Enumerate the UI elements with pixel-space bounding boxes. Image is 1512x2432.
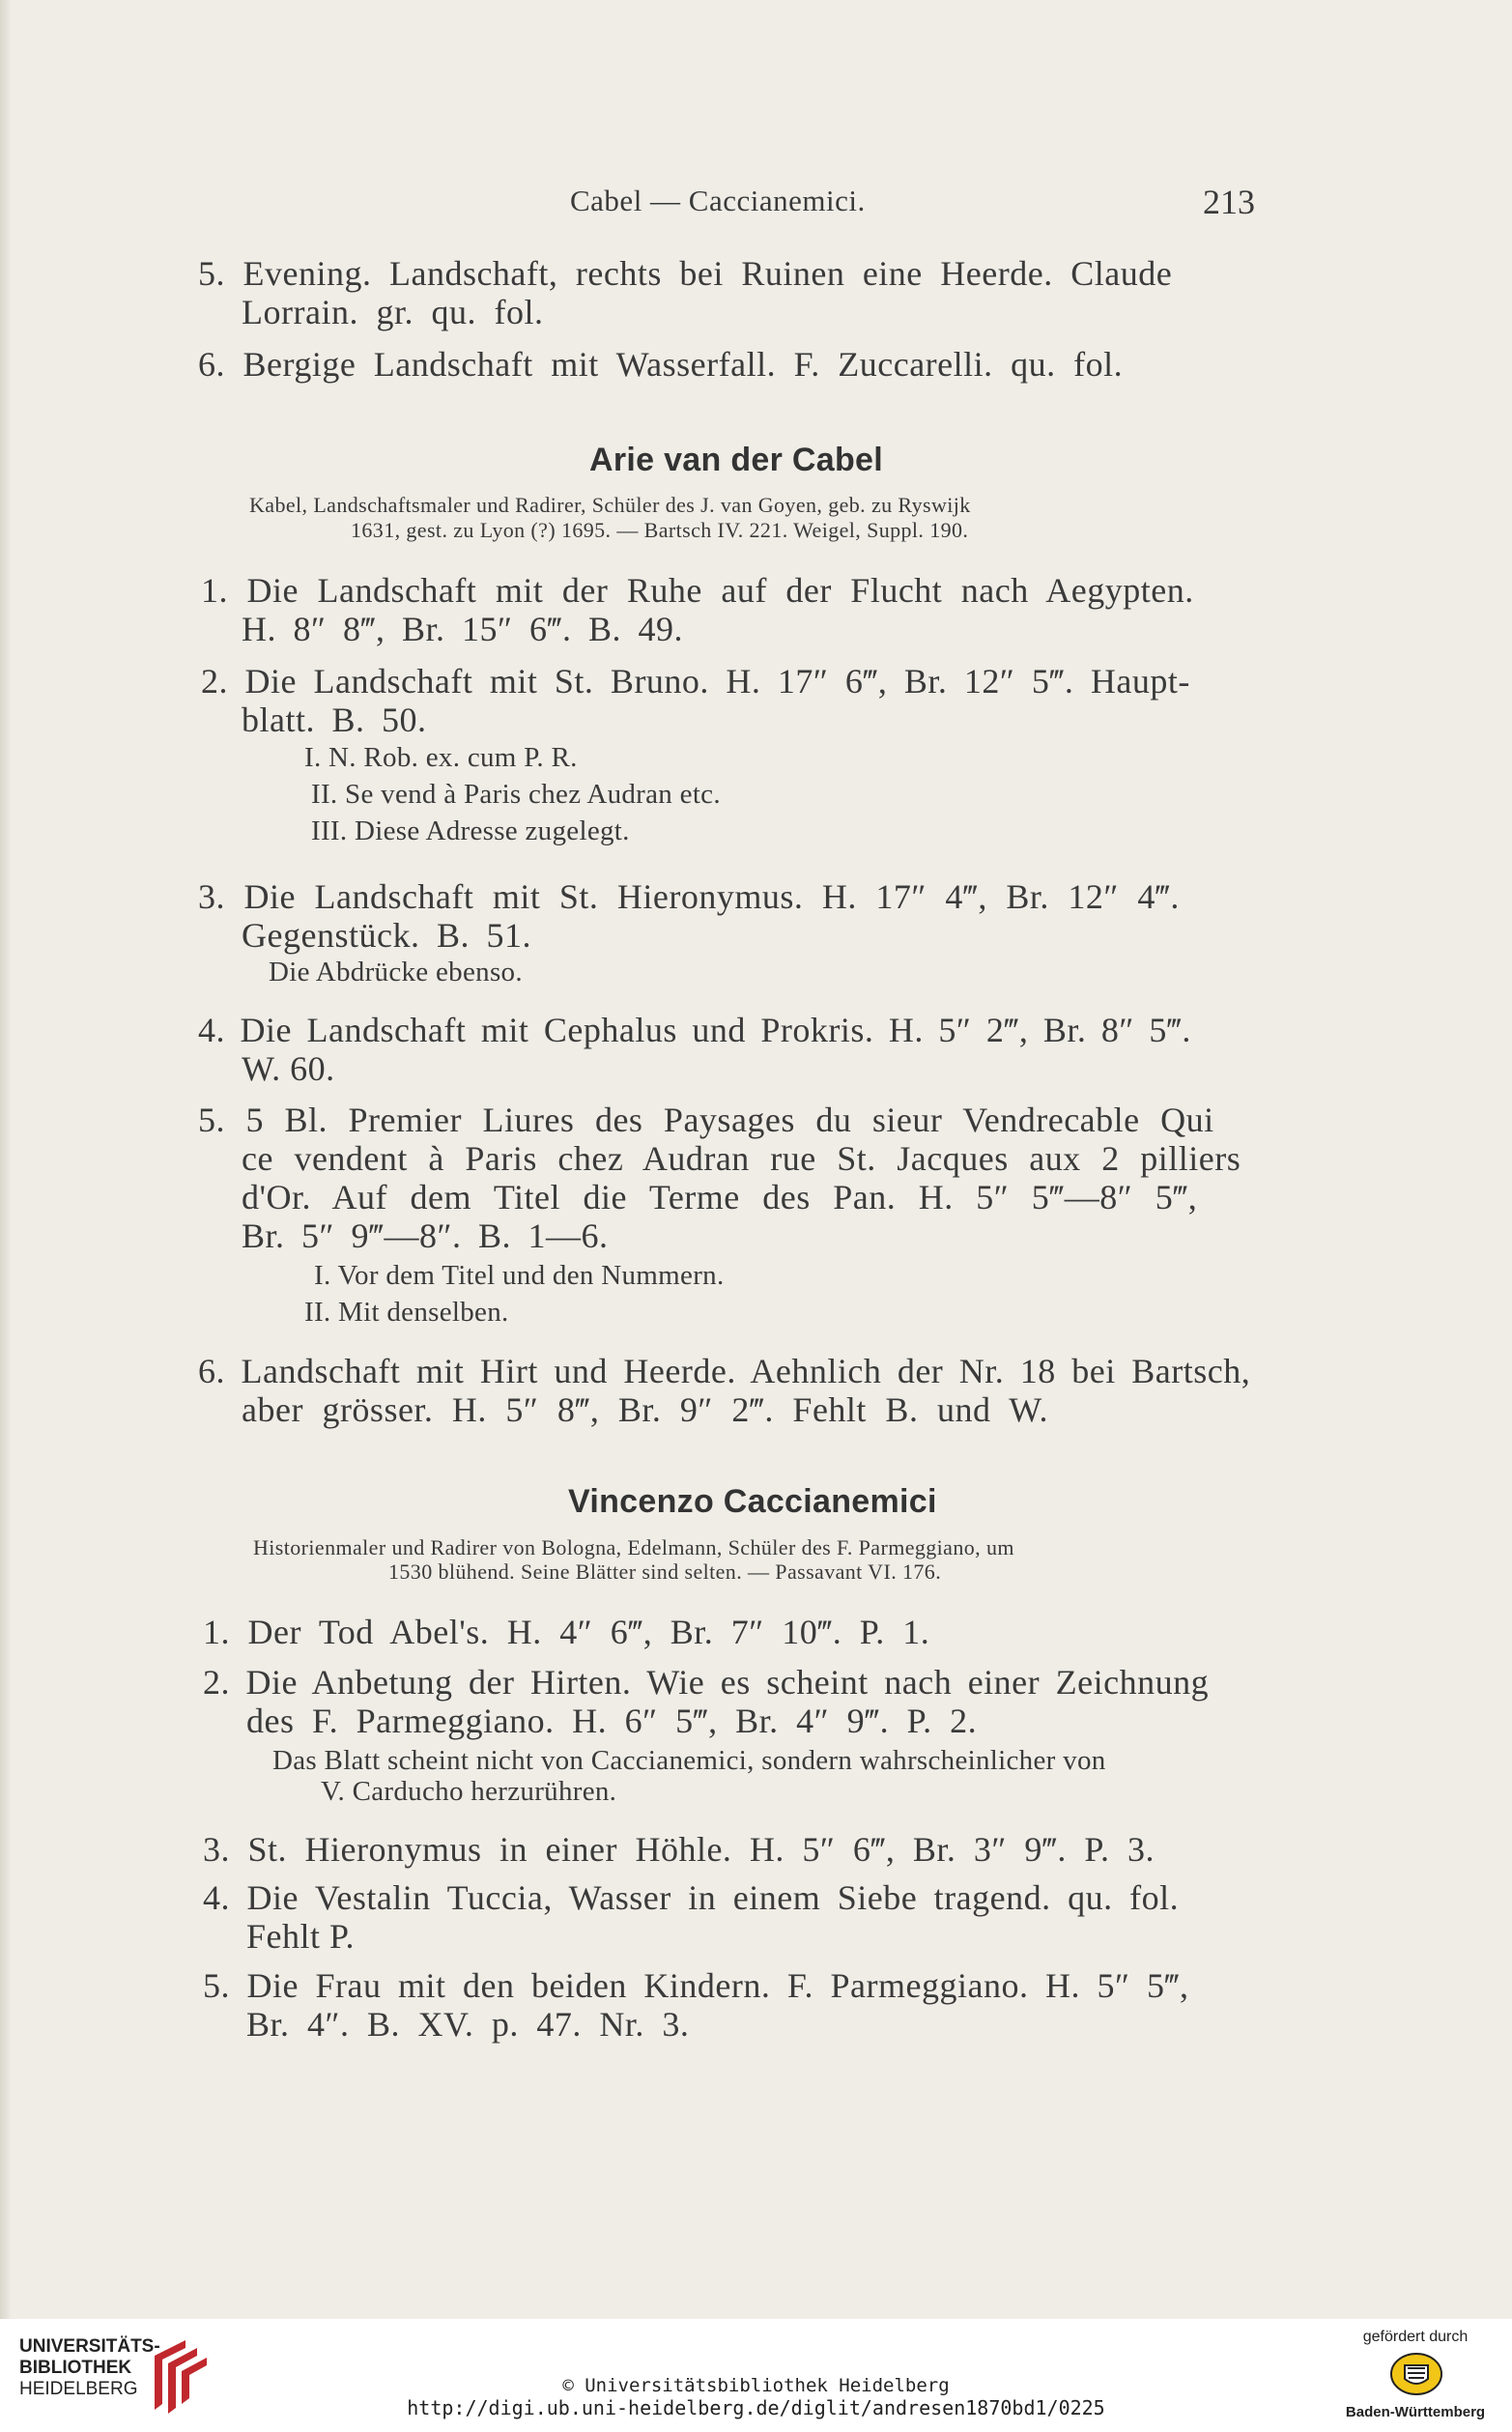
- entry-line: Lorrain. gr. qu. fol.: [242, 293, 544, 331]
- entry-line: 6. Bergige Landschaft mit Wasserfall. F. Zuccarelli. qu. fol.: [198, 345, 1124, 384]
- bio-text: Historienmaler und Radirer von Bologna, Edelmann, Schüler des F. Parmeggiano, um: [253, 1535, 1014, 1559]
- entry-line: blatt. B. 50.: [242, 701, 427, 739]
- sub-entry: I. Vor dem Titel und den Nummern.: [314, 1260, 725, 1291]
- entry-line: Gegenstück. B. 51.: [242, 916, 531, 955]
- section-heading: Vincenzo Caccianemici: [568, 1483, 937, 1520]
- entry-line: 5. 5 Bl. Premier Liures des Paysages du sieur Vendrecable Qui: [198, 1101, 1214, 1139]
- entry-line: W. 60.: [242, 1049, 335, 1088]
- bio-text: 1530 blühend. Seine Blätter sind selten. — Passavant VI. 176.: [388, 1559, 942, 1584]
- sponsor-label: gefördert durch: [1362, 2329, 1469, 2345]
- sub-entry: V. Carducho herzurühren.: [321, 1776, 617, 1807]
- sub-entry: III. Diese Adresse zugelegt.: [311, 815, 630, 846]
- sub-entry: Das Blatt scheint nicht von Caccianemici, sondern wahrscheinlicher von: [272, 1745, 1106, 1776]
- entry-line: 4. Die Landschaft mit Cephalus und Prokris. H. 5″ 2‴, Br. 8″ 5‴.: [198, 1011, 1191, 1049]
- library-name-line3: HEIDELBERG: [19, 2379, 138, 2399]
- sub-entry: I. N. Rob. ex. cum P. R.: [304, 742, 578, 773]
- entry-line: 1. Der Tod Abel's. H. 4″ 6‴, Br. 7″ 10‴. P. 1.: [203, 1613, 930, 1651]
- library-name-line2: BIBLIOTHEK: [19, 2358, 132, 2378]
- entry-line: 6. Landschaft mit Hirt und Heerde. Aehnlich der Nr. 18 bei Bartsch,: [198, 1352, 1251, 1390]
- entry-line: 5. Evening. Landschaft, rechts bei Ruinen eine Heerde. Claude: [198, 254, 1173, 293]
- sub-entry: II. Se vend à Paris chez Audran etc.: [311, 779, 721, 810]
- entry-line: 2. Die Landschaft mit St. Bruno. H. 17″ 6‴, Br. 12″ 5‴. Haupt-: [201, 662, 1190, 701]
- entry-line: 5. Die Frau mit den beiden Kindern. F. Parmeggiano. H. 5″ 5‴,: [203, 1966, 1189, 2005]
- scan-edge-shadow: [0, 0, 12, 2319]
- state-coat-of-arms-icon: [1389, 2352, 1443, 2396]
- entry-line: H. 8″ 8‴, Br. 15″ 6‴. B. 49.: [242, 610, 683, 648]
- entry-line: 4. Die Vestalin Tuccia, Wasser in einem Siebe tragend. qu. fol.: [203, 1878, 1180, 1917]
- bio-text: Kabel, Landschaftsmaler und Radirer, Schüler des J. van Goyen, geb. zu Ryswijk: [249, 493, 971, 517]
- library-name-line1: UNIVERSITÄTS-: [19, 2336, 160, 2357]
- entry-line: des F. Parmeggiano. H. 6″ 5‴, Br. 4″ 9‴. P. 2.: [246, 1702, 978, 1740]
- entry-line: ce vendent à Paris chez Audran rue St. Jacques aux 2 pilliers: [242, 1139, 1241, 1178]
- section-heading: Arie van der Cabel: [589, 442, 883, 478]
- entry-line: 2. Die Anbetung der Hirten. Wie es scheint nach einer Zeichnung: [203, 1663, 1210, 1702]
- bio-text: 1631, gest. zu Lyon (?) 1695. — Bartsch IV. 221. Weigel, Suppl. 190.: [351, 518, 969, 542]
- entry-line: 3. St. Hieronymus in einer Höhle. H. 5″ 6‴, Br. 3″ 9‴. P. 3.: [203, 1830, 1155, 1869]
- entry-line: 3. Die Landschaft mit St. Hieronymus. H. 17″ 4‴, Br. 12″ 4‴.: [198, 877, 1180, 916]
- running-title: Cabel — Caccianemici.: [570, 184, 866, 217]
- sub-entry: Die Abdrücke ebenso.: [269, 957, 523, 987]
- sponsor-name: Baden-Württemberg: [1345, 2404, 1486, 2420]
- entry-line: Br. 5″ 9‴—8″. B. 1—6.: [242, 1216, 609, 1255]
- entry-line: Br. 4″. B. XV. p. 47. Nr. 3.: [246, 2005, 690, 2044]
- copyright-text: © Universitätsbibliothek Heidelberg: [562, 2375, 950, 2396]
- entry-line: Fehlt P.: [246, 1917, 356, 1956]
- entry-line: 1. Die Landschaft mit der Ruhe auf der Flucht nach Aegypten.: [201, 571, 1194, 610]
- source-url-link[interactable]: http://digi.ub.uni-heidelberg.de/diglit/andresen1870bd1/0225: [407, 2396, 1105, 2419]
- page-number: 213: [1203, 183, 1255, 221]
- entry-line: d'Or. Auf dem Titel die Terme des Pan. H. 5″ 5‴—8″ 5‴,: [242, 1178, 1198, 1216]
- entry-line: aber grösser. H. 5″ 8‴, Br. 9″ 2‴. Fehlt B. und W.: [242, 1390, 1048, 1429]
- sub-entry: II. Mit denselben.: [304, 1297, 509, 1328]
